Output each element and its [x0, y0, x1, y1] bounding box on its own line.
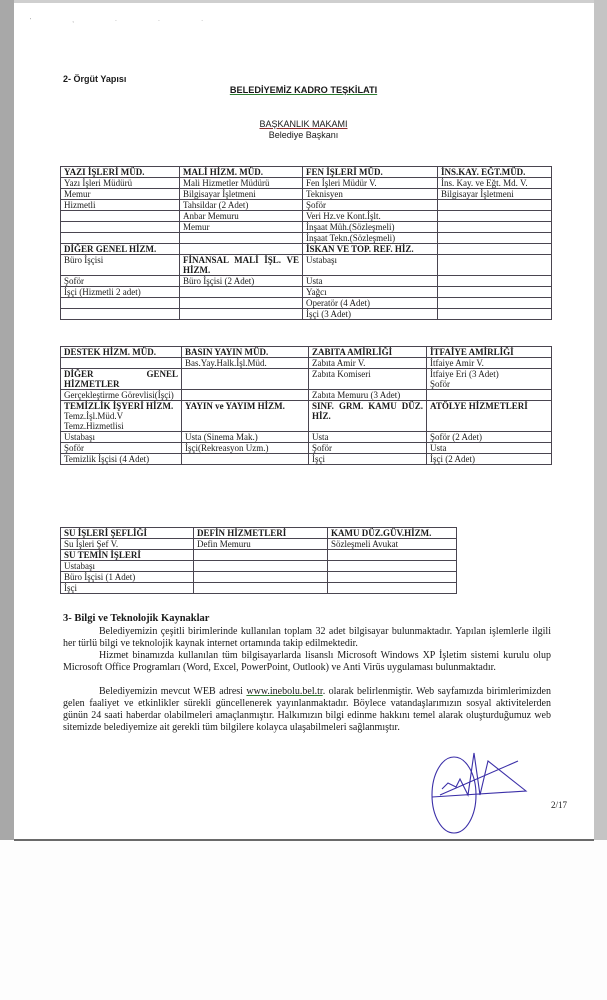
table-row [61, 189, 552, 200]
cell-text: Yazı İşleri Müdürü [64, 178, 133, 188]
table-cell [328, 561, 457, 572]
cell-text: Usta [430, 443, 447, 453]
document-title-text: BELEDİYEMİZ KADRO TEŞKİLATI [229, 85, 378, 95]
cell-text: İnşaat Tekn.(Sözleşmeli) [306, 233, 396, 243]
cell-text: Şoför [306, 200, 326, 210]
table-cell [328, 572, 457, 583]
column-header: FEN İŞLERİ MÜD. [303, 167, 438, 178]
cell-text: İşçi(Rekreasyon Uzm.) [185, 443, 269, 453]
table-cell [303, 189, 438, 200]
cell-text: Şoför [64, 276, 84, 286]
table-cell [309, 432, 427, 443]
cell-text: Usta [312, 432, 329, 442]
document-title [0, 85, 607, 95]
table-cell [427, 390, 552, 401]
table-cell [303, 178, 438, 189]
cell-text: Zabıta Amir V. [312, 358, 366, 368]
table-row [61, 561, 457, 572]
cell-text: İns. Kay. ve Eğt. Md. V. [441, 178, 528, 188]
table-cell [427, 358, 552, 369]
table-row [61, 255, 552, 276]
column-header: ZABITA AMİRLİĞİ [309, 347, 427, 358]
column-header: BASIN YAYIN MÜD. [182, 347, 309, 358]
cell-text: YAYIN ve YAYIM HİZM. [185, 401, 285, 411]
cell-text: Bas.Yay.Halk.İşl.Müd. [185, 358, 267, 368]
table-cell [61, 309, 180, 320]
table-cell [303, 244, 438, 255]
cell-text: İtfaiye Eri (3 Adet) [430, 369, 499, 379]
table-row [61, 401, 552, 432]
paragraph-3-rest: . olarak belirlenmiştir. Web sayfamızda birimlerimizden gelen faaliyet ve etkinlikler sürekli güncellenerek yayınlanmaktadır. Böylece vatandaşlarımızın sosyal aktivitelerden günün 24 saati haberdar olabilmeleri amaçlanmıştır. Halkımızın bilgi edinme hakkını temel alarak oluşturduğumuz web sitemizde belediyemize ait gerekli tüm bilgilere kolayca ulaşabilmeleri sağlanmıştır. [63, 686, 551, 733]
org-table-3 [60, 527, 457, 594]
presidency-role: Belediye Başkanı [268, 130, 339, 140]
table-cell [61, 390, 182, 401]
org-table-1 [60, 166, 552, 320]
cell-text: Şoför [64, 443, 84, 453]
cell-text: Fen İşleri Müdür V. [306, 178, 377, 188]
table-cell [328, 550, 457, 561]
table-cell [303, 233, 438, 244]
cell-text: Yağcı [306, 287, 327, 297]
org-table-2 [60, 346, 552, 465]
cell-text: Ustabaşı [64, 561, 95, 571]
table-cell [303, 222, 438, 233]
cell-text: Operatör (4 Adet) [306, 298, 370, 308]
table-row [61, 390, 552, 401]
table-cell [180, 178, 303, 189]
cell-text: İşçi [64, 583, 77, 593]
table-header-row [61, 528, 457, 539]
cell-text: FİNANSAL MALİ İŞL. VE HİZM. [183, 255, 299, 275]
paragraph-3 [63, 686, 551, 734]
table-cell [303, 255, 438, 276]
table-cell [438, 222, 552, 233]
table-row [61, 369, 552, 390]
table-cell [309, 369, 427, 390]
scan-marks: ' , · · · [30, 18, 223, 24]
paragraph-2-text: Hizmet binamızda kullanılan tüm bilgisayarlarda lisanslı Microsoft Windows XP İşletim sistemi kurulu olup Microsoft Office Programları (Word, Excel, PowerPoint, Outlook) ve Anti Virüs uygulaması bulunmaktadır. [63, 650, 551, 673]
table-cell [303, 287, 438, 298]
table-cell [303, 276, 438, 287]
cell-text: İSKAN VE TOP. REF. HİZ. [306, 244, 414, 254]
table-cell [438, 233, 552, 244]
cell-text: Ustabaşı [306, 255, 337, 265]
table-cell [61, 401, 182, 432]
table-row [61, 178, 552, 189]
table-cell [182, 401, 309, 432]
table-row [61, 276, 552, 287]
paragraph-2 [63, 650, 551, 674]
paragraph-1 [63, 626, 551, 650]
cell-text: Memur [183, 222, 210, 232]
column-header: DEFİN HİZMETLERİ [194, 528, 328, 539]
column-header: İTFAİYE AMİRLİĞİ [427, 347, 552, 358]
table-cell [61, 276, 180, 287]
cell-text: DİĞER GENEL HİZM. [64, 244, 157, 254]
table-cell [61, 298, 180, 309]
table-cell [180, 298, 303, 309]
table-cell [61, 454, 182, 465]
table-row [61, 432, 552, 443]
column-header: İNS.KAY. EĞT.MÜD. [438, 167, 552, 178]
table-cell [303, 309, 438, 320]
table-cell [61, 539, 194, 550]
table-cell [61, 572, 194, 583]
table-cell [180, 222, 303, 233]
cell-text: Şoför (2 Adet) [430, 432, 482, 442]
table-cell [180, 255, 303, 276]
table-cell [61, 189, 180, 200]
section-3-heading: 3- Bilgi ve Teknolojik Kaynaklar [63, 613, 210, 624]
table-cell [309, 390, 427, 401]
table-cell [438, 276, 552, 287]
table-cell [328, 583, 457, 594]
table-cell [194, 539, 328, 550]
table-row [61, 454, 552, 465]
cell-text: Veri Hz.ve Kont.İşlt. [306, 211, 381, 221]
table-cell [61, 369, 182, 390]
cell-text: Defin Memuru [197, 539, 251, 549]
table-cell [180, 309, 303, 320]
table-header-row [61, 167, 552, 178]
cell-text: Memur [64, 189, 91, 199]
table-cell [438, 309, 552, 320]
cell-text: Gerçekleştirme Görevlisi(İşçi) [64, 390, 174, 400]
table-cell [303, 298, 438, 309]
cell-text: Usta [306, 276, 323, 286]
table-row [61, 443, 552, 454]
cell-text: Temizlik İşçisi (4 Adet) [64, 454, 150, 464]
table-cell [194, 583, 328, 594]
table-cell [438, 244, 552, 255]
table-cell [328, 539, 457, 550]
cell-text: Su İşleri Şef V. [64, 539, 119, 549]
table-row [61, 583, 457, 594]
table-cell [61, 178, 180, 189]
table-cell [61, 550, 194, 561]
cell-text: Hizmetli [64, 200, 96, 210]
paragraph-1-text: Belediyemizin çeşitli birimlerinde kullanılan toplam 32 adet bilgisayar bulunmaktadır. Yapılan işlemlerle ilgili her türlü bilgi ve teknolojik kaynak internet ortamında takip edilmektedir. [63, 626, 551, 649]
table-cell [303, 211, 438, 222]
column-header: YAZI İŞLERİ MÜD. [61, 167, 180, 178]
table-cell [303, 200, 438, 211]
table-cell [180, 200, 303, 211]
table-row [61, 572, 457, 583]
table-row [61, 309, 552, 320]
cell-text: Usta (Sinema Mak.) [185, 432, 258, 442]
table-cell [309, 443, 427, 454]
table-row [61, 244, 552, 255]
cell-text: SINF. GRM. KAMU DÜZ. HİZ. [312, 401, 423, 421]
cell-text: İşçi [312, 454, 325, 464]
table-row [61, 358, 552, 369]
table-cell [61, 233, 180, 244]
cell-text: Anbar Memuru [183, 211, 239, 221]
cell-text: Mali Hizmetler Müdürü [183, 178, 270, 188]
table-row [61, 287, 552, 298]
table-cell [180, 211, 303, 222]
table-cell [194, 550, 328, 561]
cell-text: Büro İşçisi [64, 255, 104, 265]
signature-icon [430, 745, 540, 835]
table-cell [427, 454, 552, 465]
cell-text: İtfaiye Amir V. [430, 358, 484, 368]
table-cell [438, 189, 552, 200]
table-cell [61, 211, 180, 222]
table-cell [182, 358, 309, 369]
table-cell [180, 287, 303, 298]
cell-text: Bilgisayar İşletmeni [183, 189, 256, 199]
cell-text: İşçi (Hizmetli 2 adet) [64, 287, 141, 297]
paragraph-3-lead: Belediyemizin mevcut WEB adresi [99, 686, 247, 697]
table-cell [438, 178, 552, 189]
table-cell [438, 200, 552, 211]
cell-text: Teknisyen [306, 189, 343, 199]
table-cell [427, 432, 552, 443]
cell-text: ATÖLYE HİZMETLERİ [430, 401, 528, 411]
table-cell [438, 255, 552, 276]
presidency-block [0, 119, 607, 141]
column-header: KAMU DÜZ.GÜV.HİZM. [328, 528, 457, 539]
cell-text: Ustabaşı [64, 432, 95, 442]
table-row [61, 233, 552, 244]
table-cell [427, 443, 552, 454]
table-cell [61, 583, 194, 594]
cell-text: İşçi (3 Adet) [306, 309, 351, 319]
table-row [61, 222, 552, 233]
table-cell [309, 358, 427, 369]
cell-text: Büro İşçisi (1 Adet) [64, 572, 136, 582]
table-cell [182, 369, 309, 390]
table-cell [61, 443, 182, 454]
table-cell [61, 287, 180, 298]
column-header: MALİ HİZM. MÜD. [180, 167, 303, 178]
section-2-heading: 2- Örgüt Yapısı [63, 74, 127, 84]
table-cell [182, 390, 309, 401]
table-cell [438, 211, 552, 222]
table-cell [182, 432, 309, 443]
cell-text: Tahsildar (2 Adet) [183, 200, 249, 210]
table-cell [61, 358, 182, 369]
cell-text: Şoför [312, 443, 332, 453]
cell-text: İnşaat Müh.(Sözleşmeli) [306, 222, 395, 232]
table-row [61, 539, 457, 550]
table-cell [427, 369, 552, 390]
cell-text: TEMİZLİK İŞYERİ HİZM. [64, 401, 174, 411]
table-row [61, 200, 552, 211]
table-cell [180, 189, 303, 200]
table-cell [61, 255, 180, 276]
page-number: 2/17 [551, 800, 568, 810]
table-header-row [61, 347, 552, 358]
cell-text: Bilgisayar İşletmeni [441, 189, 514, 199]
cell-text: Sözleşmeli Avukat [331, 539, 399, 549]
table-cell [182, 443, 309, 454]
table-cell [194, 561, 328, 572]
presidency-office: BAŞKANLIK MAKAMI [259, 119, 348, 129]
cell-text: Şoför [430, 379, 450, 389]
table-cell [309, 401, 427, 432]
table-cell [61, 200, 180, 211]
table-cell [309, 454, 427, 465]
cell-text: Zabıta Memuru (3 Adet) [312, 390, 401, 400]
table-cell [194, 572, 328, 583]
table-cell [61, 432, 182, 443]
table-cell [438, 298, 552, 309]
cell-text: Temz.Hizmetlisi [64, 421, 124, 431]
cell-text: Zabıta Komiseri [312, 369, 371, 379]
cell-text: Temz.İşl.Müd.V [64, 411, 124, 421]
column-header: SU İŞLERİ ŞEFLİĞİ [61, 528, 194, 539]
table-cell [61, 222, 180, 233]
table-cell [427, 401, 552, 432]
table-row [61, 298, 552, 309]
table-row [61, 211, 552, 222]
cell-text: SU TEMİN İŞLERİ [64, 550, 141, 560]
cell-text: İşçi (2 Adet) [430, 454, 475, 464]
table-cell [180, 244, 303, 255]
cell-text: Büro İşçisi (2 Adet) [183, 276, 255, 286]
table-row [61, 550, 457, 561]
table-cell [180, 276, 303, 287]
table-cell [438, 287, 552, 298]
table-cell [180, 233, 303, 244]
column-header: DESTEK HİZM. MÜD. [61, 347, 182, 358]
table-cell [182, 454, 309, 465]
cell-text: DİĞER GENEL HİZMETLER [64, 369, 178, 389]
table-cell [61, 561, 194, 572]
website-link[interactable]: www.inebolu.bel.tr [246, 686, 323, 697]
table-cell [61, 244, 180, 255]
